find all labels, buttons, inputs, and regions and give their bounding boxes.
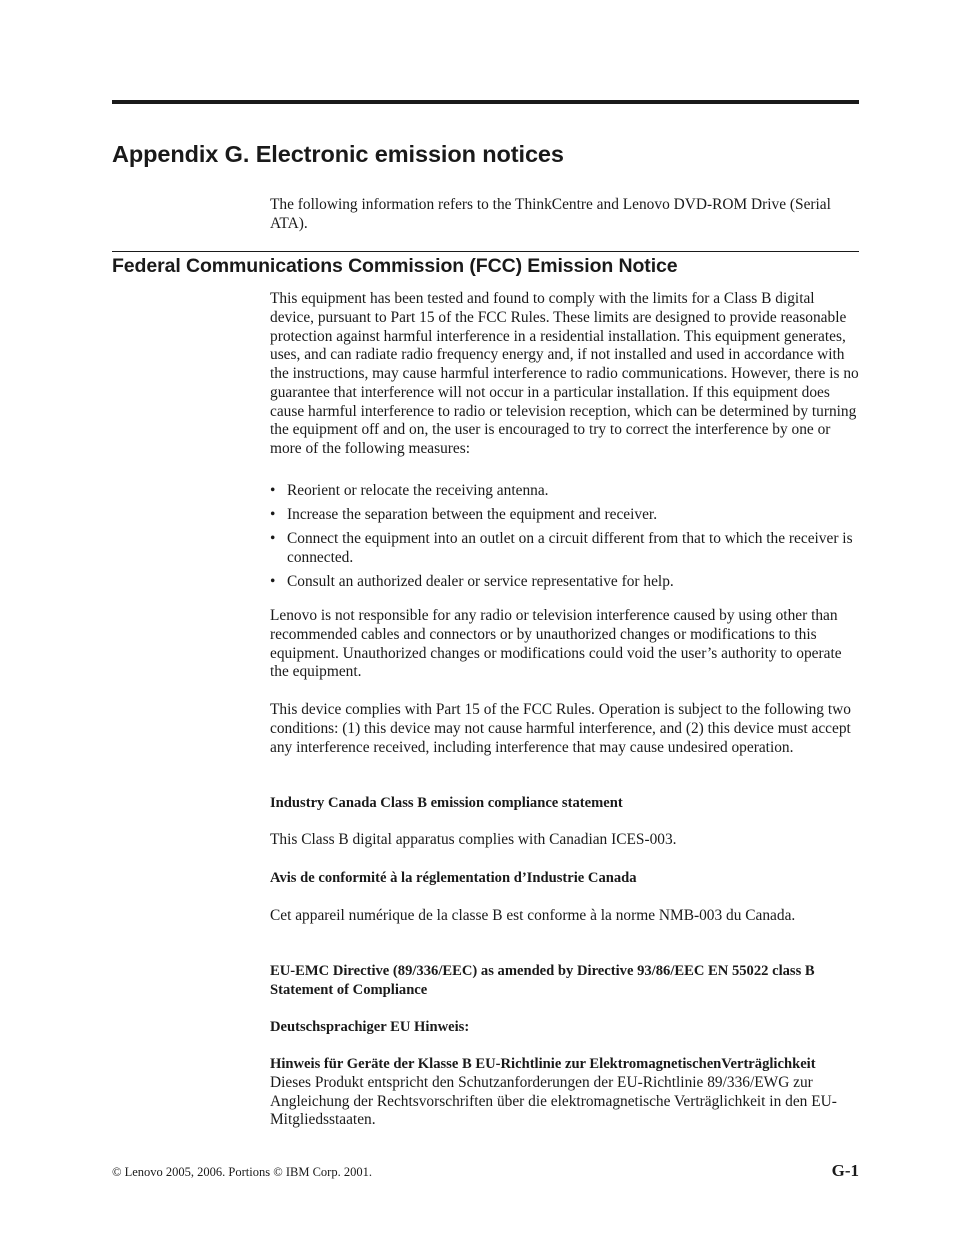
list-item-text: Increase the separation between the equipment and receiver. (287, 506, 658, 523)
copyright-footer: © Lenovo 2005, 2006. Portions © IBM Corp. 2001. (112, 1165, 372, 1179)
page-number: G-1 (831, 1161, 859, 1180)
list-item (270, 505, 860, 524)
fcc-paragraph-2: Lenovo is not responsible for any radio or television interference caused by using other than recommended cables and connectors or by unauthorized changes or modifications to this equipment. Unauthorized changes or modifications could void the user’s authority to operate the equipment. (270, 607, 842, 681)
fcc-paragraph-1: This equipment has been tested and found to comply with the limits for a Class B digital device, pursuant to Part 15 of the FCC Rules. These limits are designed to provide reasonable protection against harmful interference in a residential installation. This equipment generates, uses, and can radiate radio frequency energy and, if not installed and used in accordance with the instructions, may cause harmful interference to radio communications. However, there is no guarantee that interference will not occur in a particular installation. If this equipment does cause harmful interference to radio or television reception, which can be determined by turning the equipment off and on, the user is encouraged to try to correct the interference by one or more of the following measures: (270, 290, 859, 457)
german-notice-text: Dieses Produkt entspricht den Schutzanforderungen der EU-Richtlinie 89/336/EWG zur Angleichung der Rechtsvorschriften über die elektromagnetische Verträglichkeit in den EU-Mitgliedsstaaten. (270, 1073, 837, 1129)
canada-heading-en: Industry Canada Class B emission compliance statement (270, 795, 623, 811)
german-notice-paragraph (270, 1055, 860, 1130)
list-item (270, 481, 860, 500)
list-item-text: Connect the equipment into an outlet on a circuit different from that to which the receiver is connected. (287, 530, 853, 566)
german-notice-bold: Hinweis für Geräte der Klasse B EU-Richtlinie zur ElektromagnetischenVerträglichkeit (270, 1056, 816, 1072)
section-rule (112, 251, 859, 252)
eu-emc-heading: EU-EMC Directive (89/336/EEC) as amended by Directive 93/86/EEC EN 55022 class B Statement of Compliance (270, 963, 815, 998)
bullet-glyph: • (270, 530, 276, 547)
canada-text-en: This Class B digital apparatus complies with Canadian ICES-003. (270, 831, 677, 848)
canada-text-fr: Cet appareil numérique de la classe B est conforme à la norme NMB-003 du Canada. (270, 907, 796, 924)
list-item-text: Consult an authorized dealer or service representative for help. (287, 573, 674, 590)
fcc-heading: Federal Communications Commission (FCC) Emission Notice (112, 255, 678, 277)
german-eu-heading: Deutschsprachiger EU Hinweis: (270, 1019, 470, 1035)
list-item-text: Reorient or relocate the receiving antenna. (287, 482, 549, 499)
list-item (270, 529, 860, 567)
canada-heading-fr: Avis de conformité à la réglementation d’Industrie Canada (270, 870, 637, 886)
bullet-glyph: • (270, 482, 276, 499)
list-item (270, 572, 860, 591)
top-rule (112, 100, 859, 104)
bullet-glyph: • (270, 573, 276, 590)
fcc-measures-list (270, 481, 860, 596)
intro-paragraph: The following information refers to the ThinkCentre and Lenovo DVD-ROM Drive (Serial ATA). (270, 196, 831, 232)
fcc-paragraph-3: This device complies with Part 15 of the FCC Rules. Operation is subject to the following two conditions: (1) this device may not cause harmful interference, and (2) this device must accept any interference received, including interference that may cause undesired operation. (270, 701, 851, 756)
page-title: Appendix G. Electronic emission notices (112, 141, 564, 167)
bullet-glyph: • (270, 506, 276, 523)
